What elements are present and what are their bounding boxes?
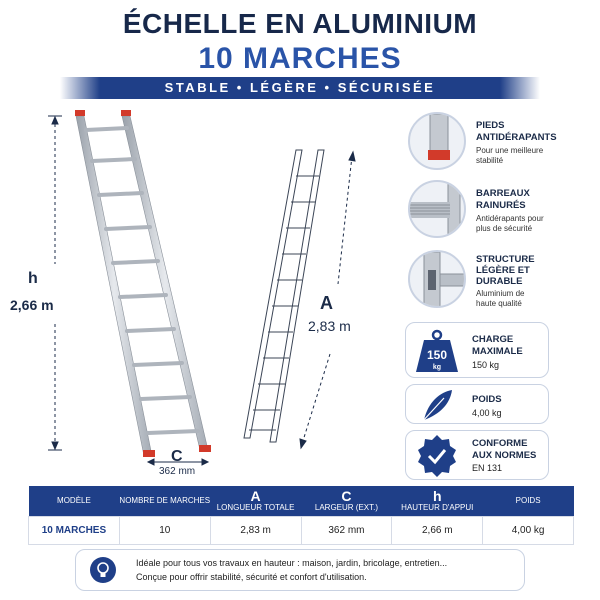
foot-left xyxy=(143,450,155,457)
note-line-2: Conçue pour offrir stabilité, sécurité et confort d'utilisation. xyxy=(136,572,367,582)
top-cap-right xyxy=(121,110,131,116)
col-model: MODÈLE xyxy=(29,486,120,516)
col-width: C LARGEUR (EXT.) xyxy=(301,486,392,516)
ladder-illustration xyxy=(0,104,400,480)
structure-icon xyxy=(408,250,466,308)
cell-length: 2,83 m xyxy=(210,516,301,544)
tagline-banner: STABLE • LÉGÈRE • SÉCURISÉE xyxy=(100,77,500,99)
width-value: 362 mm xyxy=(159,466,196,477)
specs-table xyxy=(28,486,574,545)
banner-fade-right xyxy=(500,77,540,99)
height-value: 2,66 m xyxy=(10,297,54,313)
page-subtitle: 10 MARCHES xyxy=(198,42,402,75)
card-norms: CONFORME AUX NORMES EN 131 xyxy=(405,430,549,480)
length-letter: A xyxy=(320,293,333,313)
width-letter: C xyxy=(171,448,183,465)
ladder-diagram xyxy=(0,104,400,480)
top-cap-left xyxy=(75,110,85,116)
card-max-load: 150 kg CHARGE MAXIMALE 150 kg xyxy=(405,322,549,378)
weight-icon xyxy=(414,328,460,374)
ladder-line-drawing xyxy=(244,150,324,442)
certified-badge-icon xyxy=(414,433,460,479)
height-dimension xyxy=(48,116,62,450)
height-letter: h xyxy=(28,270,38,287)
col-weight: POIDS xyxy=(483,486,574,516)
ladder-foot-icon xyxy=(408,112,466,170)
feature-grooved-rungs: BARREAUX RAINURÉS Antidérapants pour plus de sécurité xyxy=(408,180,598,244)
feature-light-structure: STRUCTURE LÉGÈRE ET DURABLE Aluminium de haute qualité xyxy=(408,250,598,314)
col-length: A LONGUEUR TOTALE xyxy=(210,486,301,516)
lightbulb-icon xyxy=(90,557,116,583)
usage-note xyxy=(75,549,525,591)
cell-width: 362 mm xyxy=(301,516,392,544)
note-line-1: Idéale pour tous vos travaux en hauteur : maison, jardin, bricolage, entretien... xyxy=(136,558,448,568)
feature-antislip-feet: PIEDS ANTIDÉRAPANTS Pour une meilleure stabilité xyxy=(408,112,598,176)
svg-text:150: 150 xyxy=(426,348,448,362)
feather-icon xyxy=(414,382,460,428)
table-row xyxy=(29,516,574,544)
card-weight: POIDS 4,00 kg xyxy=(405,384,549,424)
page-title: ÉCHELLE EN ALUMINIUM xyxy=(122,8,478,39)
foot-right xyxy=(199,445,211,452)
col-steps: NOMBRE DE MARCHES xyxy=(119,486,210,516)
cell-weight: 4,00 kg xyxy=(483,516,574,544)
svg-text:kg: kg xyxy=(432,364,442,371)
cell-height: 2,66 m xyxy=(392,516,483,544)
length-value: 2,83 m xyxy=(308,318,351,334)
grooved-rung-icon xyxy=(408,180,466,238)
ladder-photo xyxy=(75,110,211,457)
col-height: h HAUTEUR D'APPUI xyxy=(392,486,483,516)
specs-header-row xyxy=(29,486,574,516)
cell-steps: 10 xyxy=(119,516,210,544)
banner-fade-left xyxy=(60,77,100,99)
cell-model: 10 MARCHES xyxy=(29,516,120,544)
